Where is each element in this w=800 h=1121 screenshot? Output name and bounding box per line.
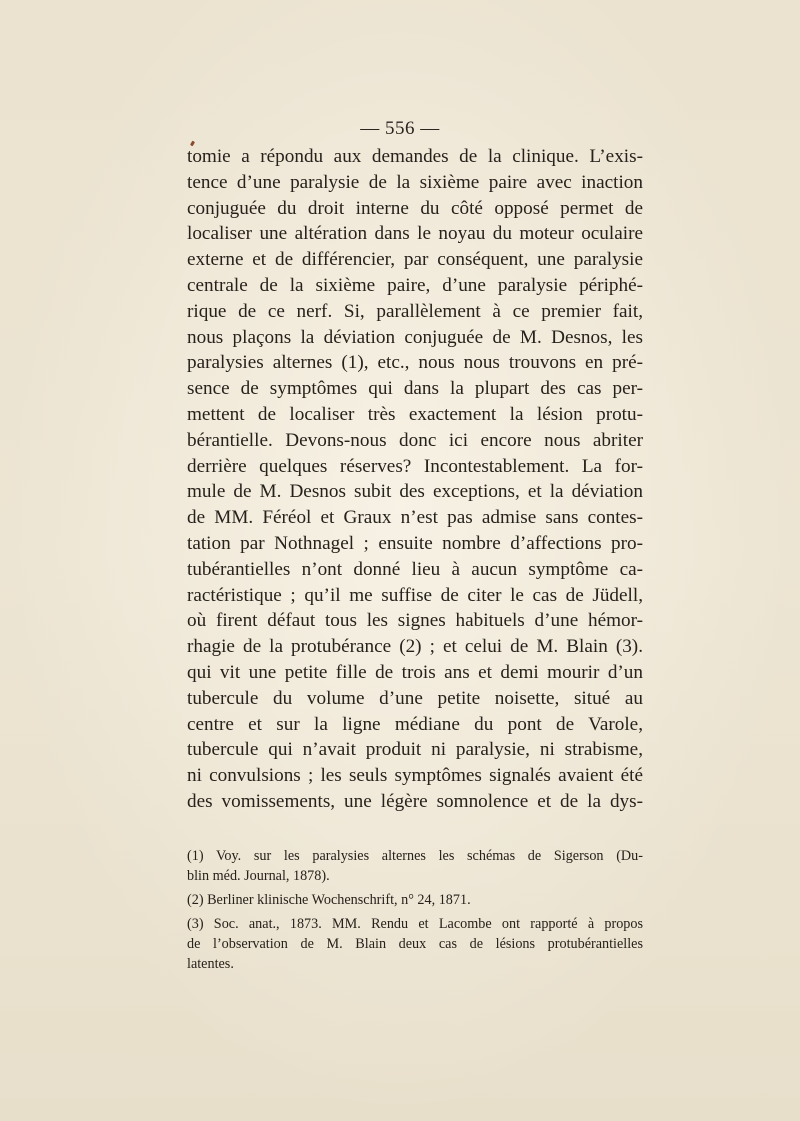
footnote-line: (1) Voy. sur les paralysies alternes les schémas de Sigerson (Du- — [187, 848, 643, 864]
footnote-3 — [187, 914, 643, 974]
text-line: tubercule du volume d’une petite noisette, situé au — [187, 687, 643, 709]
text-line: rique de ce nerf. Si, parallèlement à ce premier fait, — [187, 300, 643, 322]
footnote-line: (2) Berliner klinische Wochenschrift, n° 24, 1871. — [187, 892, 471, 908]
text-line: localiser une altération dans le noyau du moteur oculaire — [187, 223, 643, 245]
text-line: tubérantielles n’ont donné lieu à aucun symptôme ca- — [187, 558, 643, 580]
text-line: derrière quelques réserves? Incontestablement. La for- — [187, 455, 643, 477]
footnote-line: latentes. — [187, 956, 234, 972]
text-line: mule de M. Desnos subit des exceptions, et la déviation — [187, 481, 643, 503]
text-line: bérantielle. Devons-nous donc ici encore nous abriter — [187, 429, 643, 451]
text-line: nous plaçons la déviation conjuguée de M. Desnos, les — [187, 326, 643, 348]
footnote-2 — [187, 890, 643, 910]
text-line: des vomissements, une légère somnolence et de la dys- — [187, 790, 643, 812]
text-line: rhagie de la protubérance (2) ; et celui de M. Blain (3). — [187, 636, 643, 658]
body-text — [187, 144, 643, 815]
text-line: qui vit une petite fille de trois ans et demi mourir d’un — [187, 661, 643, 683]
page-number: — 556 — — [360, 118, 440, 139]
text-line: centrale de la sixième paire, d’une paralysie périphé- — [187, 274, 643, 296]
text-line: tence d’une paralysie de la sixième paire avec inaction — [187, 171, 643, 193]
text-line: tation par Nothnagel ; ensuite nombre d’affections pro- — [187, 532, 643, 554]
footnote-1 — [187, 846, 643, 886]
text-line: tubercule qui n’avait produit ni paralysie, ni strabisme, — [187, 739, 643, 761]
text-line: ractéristique ; qu’il me suffise de citer le cas de Jüdell, — [187, 584, 643, 606]
text-line: mettent de localiser très exactement la lésion protu- — [187, 403, 643, 425]
footnotes — [187, 846, 643, 974]
text-line: conjuguée du droit interne du côté opposé permet de — [187, 197, 643, 219]
text-line: où firent défaut tous les signes habituels d’une hémor- — [187, 610, 643, 632]
footnote-line: de l’observation de M. Blain deux cas de lésions protubérantielles — [187, 936, 643, 952]
text-line: externe et de différencier, par conséquent, une paralysie — [187, 249, 643, 271]
text-line: paralysies alternes (1), etc., nous nous trouvons en pré- — [187, 352, 643, 374]
footnote-line: blin méd. Journal, 1878). — [187, 868, 330, 884]
text-line: ni convulsions ; les seuls symptômes signalés avaient été — [187, 765, 643, 787]
text-line: de MM. Féréol et Graux n’est pas admise sans contes- — [187, 507, 643, 529]
text-line: sence de symptômes qui dans la plupart des cas per- — [187, 378, 643, 400]
text-line: centre et sur la ligne médiane du pont de Varole, — [187, 713, 643, 735]
text-line: tomie a répondu aux demandes de la clinique. L’exis- — [187, 146, 643, 167]
footnote-line: (3) Soc. anat., 1873. MM. Rendu et Lacombe ont rapporté à propos — [187, 916, 643, 932]
